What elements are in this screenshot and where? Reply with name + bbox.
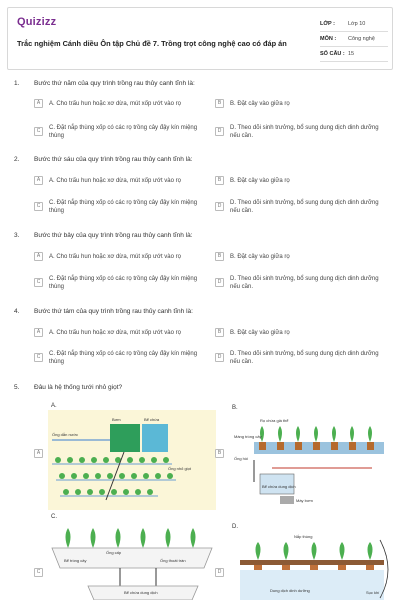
panel-caption: B. [232,405,238,411]
drip-irrigation-illustration [48,410,216,510]
diagram-label: Bể chứa [144,417,160,422]
diagram-label: Rọ chứa giá thể [260,418,289,423]
diagram-label: Ống dẫn nước [52,432,78,437]
diagram-label: Bể trồng cây [64,558,87,563]
diagram-label: Máng trồng cây [234,434,262,439]
meta-value: Lớp 10 [348,21,366,27]
meta-value: 15 [348,51,355,57]
question-number: 1. [14,80,20,87]
panel-caption: D. [232,524,238,530]
option-b[interactable]: B [215,449,224,458]
question-number: 4. [14,308,20,315]
panel-caption: A. [51,403,57,409]
quizizz-logo: Quizizz [17,16,57,28]
deep-water-culture-illustration [230,530,392,600]
option-a[interactable]: A [34,449,43,458]
meta-key: MÔN : [320,36,337,42]
question-text: Bước thứ tám của quy trình trồng rau thủy canh tĩnh là: [34,308,193,315]
diagram-label: Ống hồi [234,456,249,461]
question-text: Bước thứ bảy của quy trình trồng rau thủy canh tĩnh là: [34,232,193,239]
diagram-label: Sục khí [366,590,380,595]
ebb-flow-illustration [48,522,216,600]
diagram-label: Dung dịch dinh dưỡng [270,588,310,593]
meta-key: SỐ CÂU : [320,51,345,57]
diagram-label: Bể chứa dung dịch [124,590,158,595]
diagram-label: Ống thoát tràn [160,558,186,563]
question-text: Bước thứ sáu của quy trình trồng rau thủy canh tĩnh là: [34,156,193,163]
question-number: 3. [14,232,20,239]
question-text: Bước thứ năm của quy trình trồng rau thủy canh tĩnh là: [34,80,195,87]
nft-hydroponic-illustration [232,412,392,510]
diagram-label: Nắp thùng [294,534,313,539]
diagram-label: Bể chứa dung dịch [262,484,296,489]
diagram-label: Bơm [112,417,121,422]
diagram-label: Ống cấp [106,550,122,555]
diagram-label: Ống nhỏ giọt [168,466,191,471]
option-d[interactable]: D [215,568,224,577]
question-text: Đâu là hệ thống tưới nhỏ giọt? [34,384,123,391]
diagram-label: Máy bơm [296,498,313,503]
meta-row-class [320,17,388,32]
meta-value: Công nghệ [348,36,375,42]
question-number: 2. [14,156,20,163]
page-title: Trắc nghiệm Cánh diều Ôn tập Chủ đề 7. Trồng trọt công nghệ cao có đáp án [17,39,287,48]
worksheet-header [7,7,393,70]
panel-caption: C. [51,514,57,520]
option-c[interactable]: C [34,568,43,577]
question-number: 5. [14,384,20,391]
meta-key: LỚP : [320,21,335,27]
meta-row-count [320,47,388,62]
meta-row-subject [320,32,388,47]
meta-table [320,17,388,62]
